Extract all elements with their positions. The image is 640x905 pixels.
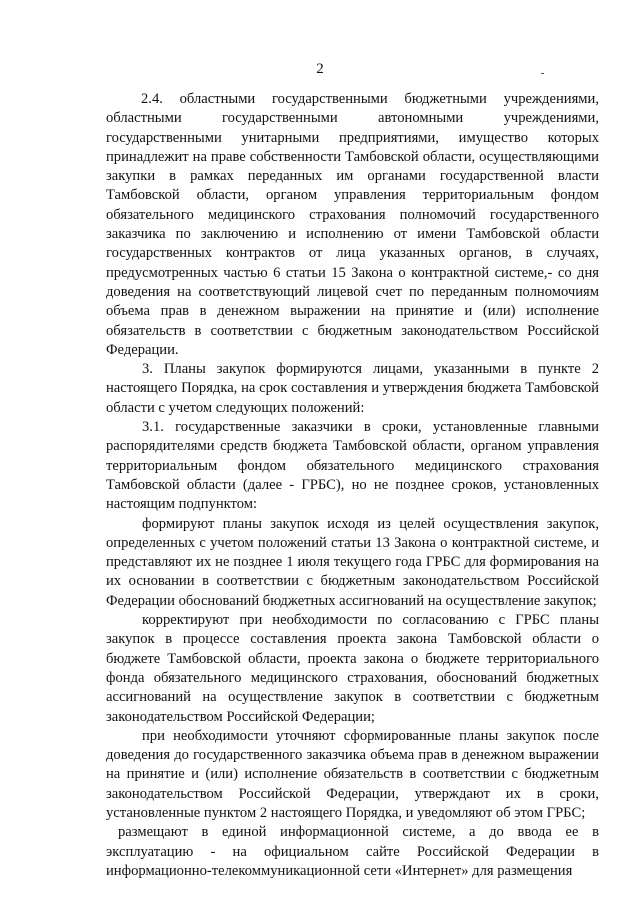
- scan-mark: [541, 73, 544, 74]
- paragraph-form-plans: формируют планы закупок исходя из целей осуществления закупок, определенных с учетом положений статьи 13 Закона о контрактной системе, и представляют их не позднее 1 июля текущего года ГРБС для формирования на их основании в соответствии с бюджетным законодательством Российской Федерации обоснований бюджетных ассигнований на осуществление закупок;: [106, 515, 599, 609]
- paragraph-publish-plans: размещают в единой информационной системе, а до ввода ее в эксплуатацию - на официальном сайте Российской Федерации в информационно-телекоммуникационной сети «Интернет» для размещения: [106, 824, 599, 879]
- paragraph-refine-plans: при необходимости уточняют сформированные планы закупок после доведения до государственного заказчика объема прав в денежном выражении на принятие и (или) исполнение обязательств в соответствии с бюджетным законодательством Российской Федерации, утверждают их в сроки, установленные пунктом 2 настоящего Порядка, и уведомляют об этом ГРБС;: [106, 727, 599, 821]
- paragraph-2-4: 2.4. областными государственными бюджетными учреждениями, областными государственными автономными учреждениями, государственными унитарными предприятиями, имущество которых принадлежит на праве собственности Тамбовской области, осуществляющими закупки в рамках переданных им органами государственной власти Тамбовской области, органом управления территориальным фондом обязательного медицинского страхования полномочий государственного заказчика по заключению и исполнению от имени Тамбовской области государственных контрактов от лица указанных органов, в случаях, предусмотренных частью 6 статьи 15 Закона о контрактной системе,- со дня доведения на соответствующий лицевой счет по переданным полномочиям объема прав в денежном выражении на принятие и (или) исполнение обязательств в соответствии с бюджетным законодательством Российской Федерации.: [106, 91, 599, 358]
- paragraph-3: 3. Планы закупок формируются лицами, указанными в пункте 2 настоящего Порядка, на срок составления и утверждения бюджета Тамбовской области с учетом следующих положений:: [106, 361, 599, 416]
- page-number: 2: [316, 61, 324, 77]
- paragraph-correct-plans: корректируют при необходимости по согласованию с ГРБС планы закупок в процессе составления проекта закона Тамбовской области о бюджете Тамбовской области, проекта закона о бюджете территориального фонда обязательного медицинского страхования, обоснований бюджетных ассигнований на осуществление закупок в соответствии с бюджетным законодательством Российской Федерации;: [106, 612, 599, 725]
- document-body: [106, 90, 599, 881]
- paragraph-3-1: 3.1. государственные заказчики в сроки, установленные главными распорядителями средств бюджета Тамбовской области, органом управления территориальным фондом обязательного медицинского страхования Тамбовской области (далее - ГРБС), но не позднее сроков, установленных настоящим подпунктом:: [106, 419, 599, 513]
